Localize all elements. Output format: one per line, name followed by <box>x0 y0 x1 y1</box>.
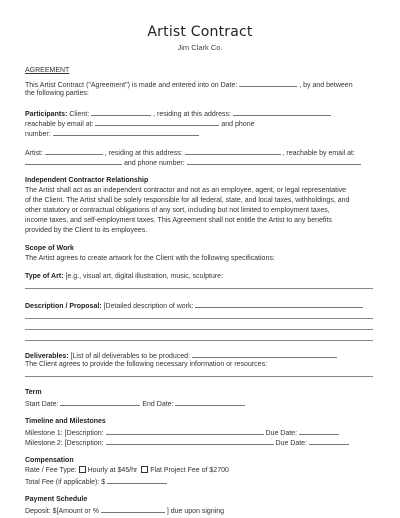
scope-heading: Scope of Work <box>25 245 74 252</box>
hourly-checkbox[interactable] <box>79 466 86 473</box>
end-date-field[interactable] <box>175 398 245 406</box>
icr-line: income taxes, and self-employment taxes. This Agreement shall not entitle the Artist to any benefits <box>25 217 332 224</box>
total-fee-field[interactable] <box>107 476 167 484</box>
icr-line: other statutory or contractual obligations of any sort, including but not limited to employment taxes, <box>25 207 330 214</box>
scope-text: The Artist agrees to create artwork for the Client with the following specifications: <box>25 255 275 262</box>
section-agreement-heading: AGREEMENT <box>25 67 70 74</box>
milestone-2-line: Milestone 2: [Description: Due Date: <box>25 437 349 449</box>
intro-line-1: This Artist Contract ("Agreement") is made and entered into on Date: , by and between <box>25 79 353 91</box>
participants-line-3: number: <box>25 128 199 140</box>
total-fee-line: Total Fee (if applicable): $ <box>25 476 167 488</box>
milestone-1-line: Milestone 1: [Description: Due Date: <box>25 427 339 439</box>
description-field-line[interactable] <box>25 332 373 341</box>
deliverables-line: Deliverables: [List of all deliverables to be produced: <box>25 350 337 362</box>
client-address-field[interactable] <box>233 108 331 116</box>
term-heading: Term <box>25 389 42 396</box>
artist-line-2: and phone number: <box>25 157 361 169</box>
type-of-art-field[interactable] <box>25 280 373 289</box>
artist-line-1: Artist: , residing at this address: , reachable by email at: <box>25 147 355 159</box>
artist-address-field[interactable] <box>185 147 281 155</box>
agreement-date-field[interactable] <box>239 79 297 87</box>
intro-line-2: the following parties: <box>25 90 89 97</box>
client-name-field[interactable] <box>91 108 151 116</box>
deposit-line: Deposit: $[Amount or % ] due upon signing <box>25 505 224 517</box>
icr-line: The Artist shall act as an independent contractor and not as an employee, agent, or legal representative <box>25 187 347 194</box>
description-field-line[interactable] <box>25 321 373 330</box>
artist-phone-field[interactable] <box>187 157 361 165</box>
description-line: Description / Proposal: [Detailed description of work: <box>25 300 363 312</box>
timeline-heading: Timeline and Milestones <box>25 418 106 425</box>
start-date-field[interactable] <box>60 398 140 406</box>
client-phone-field[interactable] <box>53 128 199 136</box>
description-field-line[interactable] <box>25 310 373 319</box>
client-provide-text: The Client agrees to provide the following necessary information or resources: <box>25 361 268 368</box>
milestone-2-description-field[interactable] <box>106 437 274 445</box>
compensation-heading: Compensation <box>25 457 74 464</box>
milestone-1-due-date-field[interactable] <box>299 427 339 435</box>
participants-line-2: reachable by email at: and phone <box>25 118 254 130</box>
icr-heading: Independent Contractor Relationship <box>25 177 149 184</box>
rate-line: Rate / Fee Type: Hourly at $45/hr Flat Project Fee of $2700 <box>25 467 229 474</box>
client-resources-field[interactable] <box>25 368 373 377</box>
type-of-art-line: Type of Art: [e.g., visual art, digital illustration, music, sculpture: <box>25 273 224 280</box>
payment-heading: Payment Schedule <box>25 496 88 503</box>
milestone-1-description-field[interactable] <box>106 427 264 435</box>
deliverables-field[interactable] <box>192 350 337 358</box>
client-email-field[interactable] <box>95 118 219 126</box>
icr-line: provided by the Client to its employees. <box>25 227 148 234</box>
document-title: Artist Contract <box>147 24 253 40</box>
term-dates-line: Start Date: End Date: <box>25 398 245 410</box>
participants-line-1: Participants: Client: , residing at this address: <box>25 108 331 120</box>
artist-name-field[interactable] <box>45 147 103 155</box>
icr-line: of the Client. The Artist shall be solely responsible for all federal, state, and local taxes, withholdings, and <box>25 197 350 204</box>
deposit-amount-field[interactable] <box>101 505 165 513</box>
document-subtitle: Jim Clark Co. <box>177 43 223 52</box>
artist-email-field[interactable] <box>25 157 122 165</box>
description-field[interactable] <box>195 300 363 308</box>
milestone-2-due-date-field[interactable] <box>309 437 349 445</box>
flat-fee-checkbox[interactable] <box>141 466 148 473</box>
